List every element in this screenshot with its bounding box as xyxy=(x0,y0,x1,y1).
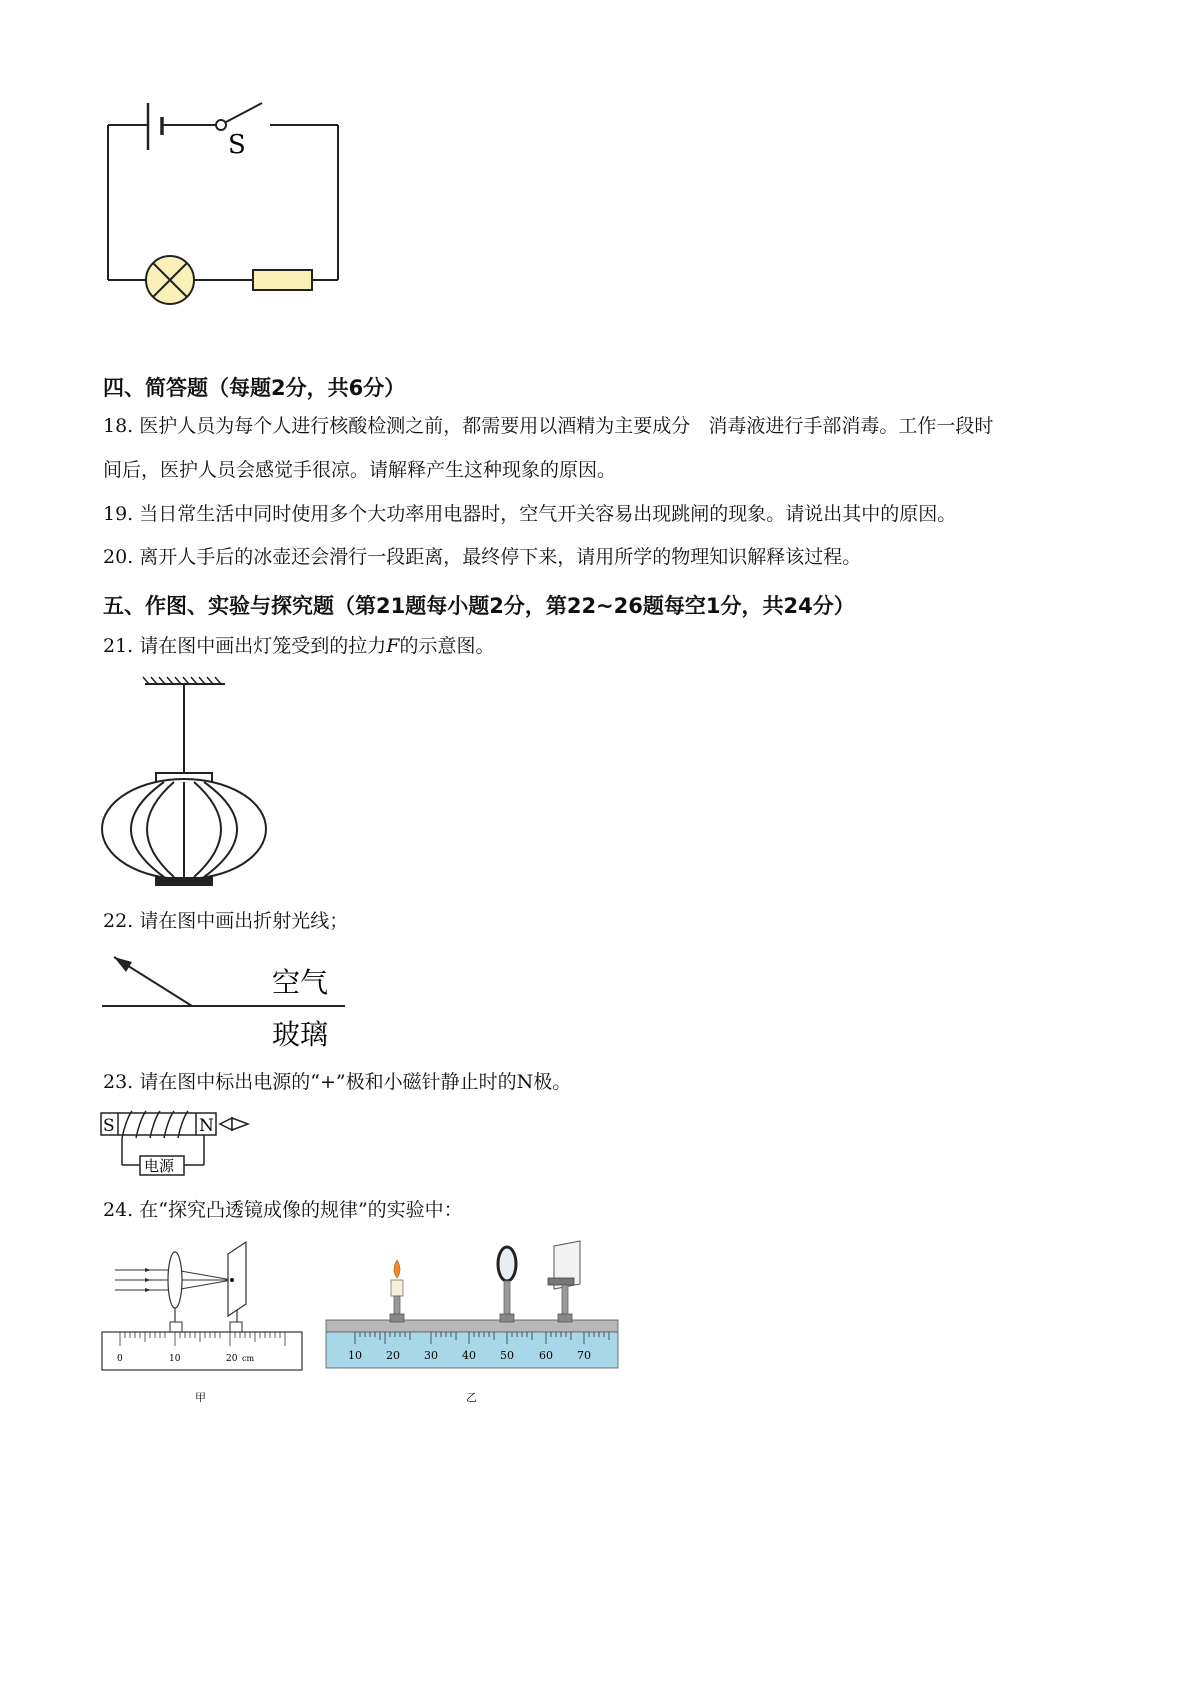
question-20: 20. 离开人手后的冰壶还会滑行一段距离，最终停下来，请用所学的物理知识解释该过程。 xyxy=(103,546,862,568)
ruler-a-tick-0: 0 xyxy=(117,1354,123,1364)
magnetic-needle xyxy=(220,1118,248,1130)
ruler-a-tick-20: 20 xyxy=(226,1354,238,1364)
circuit-diagram xyxy=(100,95,360,325)
ruler-b-tick-20: 20 xyxy=(386,1349,400,1362)
glass-label: 玻璃 xyxy=(272,1018,329,1051)
section-heading-short-answer: 四、简答题（每题2分，共6分） xyxy=(103,376,406,400)
question-23: 23. 请在图中标出电源的“+”极和小磁针静止时的N极。 xyxy=(103,1071,572,1093)
ruler-b-tick-50: 50 xyxy=(500,1349,514,1362)
solenoid-s-pole: S xyxy=(103,1116,115,1136)
solenoid-figure xyxy=(100,1110,260,1185)
question-18-line-1: 18. 医护人员为每个人进行核酸检测之前，都需要用以酒精为主要成分 消毒液进行手部消毒。工作一段时 xyxy=(103,415,994,437)
screen-holder xyxy=(548,1241,580,1322)
caption-yi: 乙 xyxy=(466,1391,477,1404)
force-variable: F xyxy=(386,635,400,657)
caption-jia: 甲 xyxy=(195,1391,206,1404)
ruler-b-tick-10: 10 xyxy=(348,1349,362,1362)
resistor-symbol xyxy=(253,270,312,290)
power-source-label: 电源 xyxy=(144,1157,175,1175)
question-21-text-after: 的示意图。 xyxy=(399,635,495,657)
lens-focus-figure xyxy=(100,1240,315,1375)
question-21 xyxy=(103,632,494,660)
ruler-b-tick-70: 70 xyxy=(577,1349,591,1362)
lens-holder xyxy=(498,1247,516,1322)
refraction-figure xyxy=(100,950,360,1055)
ruler-b-tick-40: 40 xyxy=(462,1349,476,1362)
ruler-b-tick-60: 60 xyxy=(539,1349,553,1362)
question-18-line-2: 间后，医护人员会感觉手很凉。请解释产生这种现象的原因。 xyxy=(103,459,617,481)
question-22: 22. 请在图中画出折射光线； xyxy=(103,910,349,932)
convex-lens xyxy=(168,1252,182,1308)
solenoid-n-pole: N xyxy=(199,1116,214,1136)
section-heading-drawing-experiment: 五、作图、实验与探究题（第21题每小题2分，第22~26题每空1分，共24分） xyxy=(103,594,855,618)
question-19: 19. 当日常生活中同时使用多个大功率用电器时，空气开关容易出现跳闸的现象。请说出其中的原因。 xyxy=(103,503,957,525)
switch-label: S xyxy=(228,130,246,160)
ruler-b-tick-30: 30 xyxy=(424,1349,438,1362)
candle xyxy=(390,1260,404,1322)
lantern-figure xyxy=(100,675,270,890)
air-label: 空气 xyxy=(272,966,329,999)
ruler-a xyxy=(102,1332,302,1370)
question-21-text-before: 21. 请在图中画出灯笼受到的拉力 xyxy=(103,635,387,657)
ruler-a-unit: cm xyxy=(242,1354,255,1363)
optical-bench-figure xyxy=(322,1240,622,1375)
ruler-a-tick-10: 10 xyxy=(169,1354,181,1364)
question-24: 24. 在“探究凸透镜成像的规律”的实验中： xyxy=(103,1199,463,1221)
